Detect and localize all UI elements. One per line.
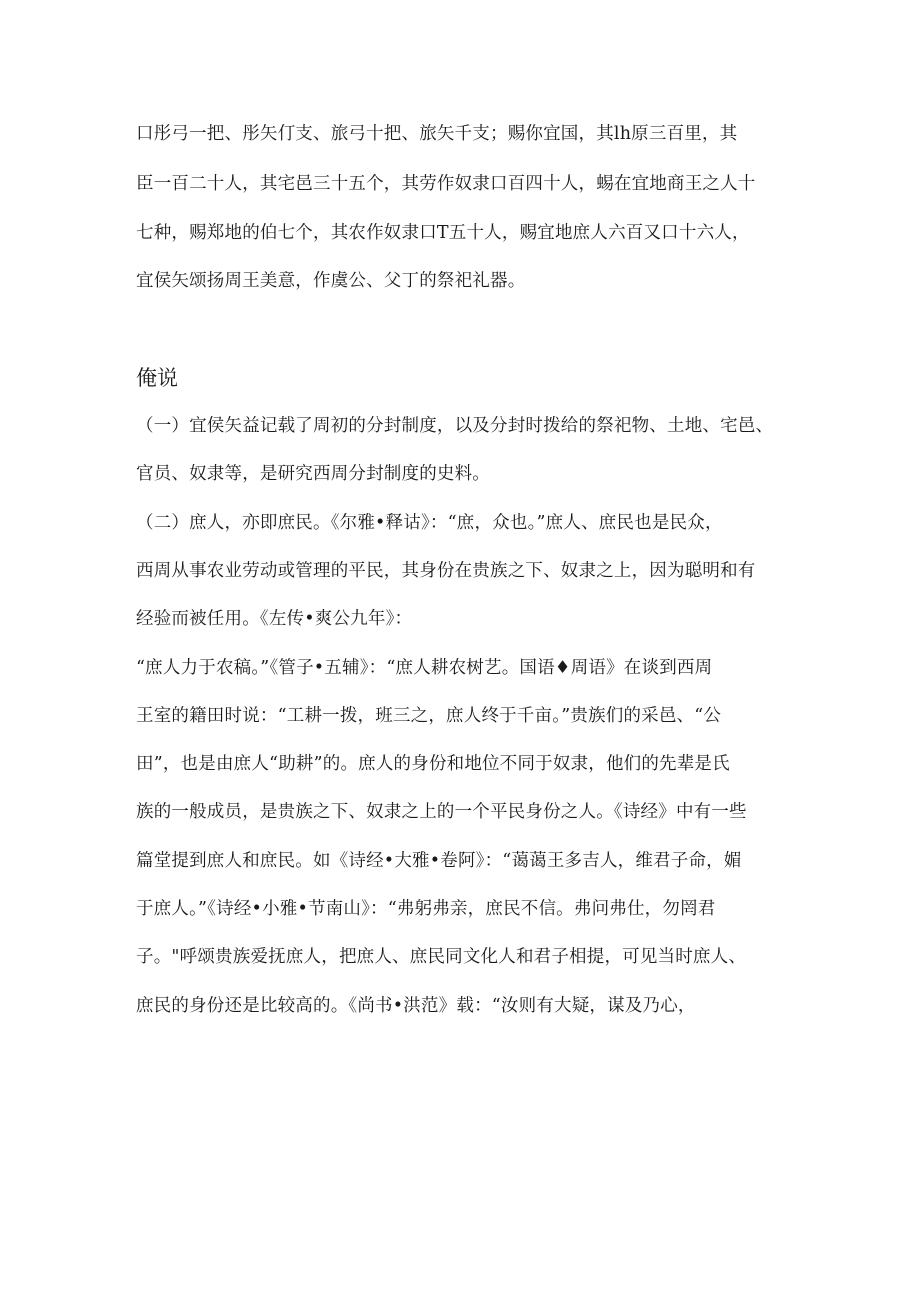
paragraph-line: 官员、奴隶等，是研究西周分封制度的史料。 bbox=[136, 464, 490, 484]
paragraph-line: 臣一百二十人，其宅邑三十五个，其劳作奴隶口百四十人，蜴在宜地商王之人十 bbox=[136, 174, 756, 194]
paragraph-line: 于庶人。”《诗经•小雅•节南山》：“弗躬弗亲，庶民不信。弗问弗仕，勿罔君 bbox=[136, 899, 716, 919]
paragraph-line: 子。"呼颂贵族爱抚庶人，把庶人、庶民同文化人和君子相提，可见当时庶人、 bbox=[136, 947, 747, 967]
paragraph-line: 庶民的身份还是比较高的。《尚书•洪范》载：“汝则有大疑，谋及乃心， bbox=[136, 996, 696, 1016]
paragraph-line: 族的一般成员，是贵族之下、奴隶之上的一个平民身份之人。《诗经》中有一些 bbox=[136, 802, 747, 822]
paragraph-line: 西周从事农业劳动或管理的平民，其身份在贵族之下、奴隶之上，因为聪明和有 bbox=[136, 561, 756, 581]
paragraph-line: 宜侯矢颂扬周王美意，作虞公、父丁的祭祀礼器。 bbox=[136, 271, 526, 291]
paragraph-line: （一）宜侯矢益记载了周初的分封制度，以及分封时拨给的祭祀物、土地、宅邑、 bbox=[136, 416, 774, 436]
paragraph-line: 篇堂提到庶人和庶民。如《诗经•大雅•卷阿》：“蔼蔼王多吉人，维君子命，媚 bbox=[136, 851, 742, 871]
paragraph-line: （二）庶人，亦即庶民。《尔雅•释诂》：“庶，众也。”庶人、庶民也是民众， bbox=[136, 513, 723, 533]
paragraph-line: 经验而被任用。《左传•爽公九年》： bbox=[136, 609, 413, 629]
paragraph-line: 口彤弓一把、彤矢仃支、旅弓十把、旅矢千支；赐你宜国，其lh原三百里，其 bbox=[136, 124, 738, 144]
paragraph-line: “庶人力于农稿。”《管子•五辅》：“庶人耕农树艺。国语♦周语》在谈到西周 bbox=[136, 658, 713, 678]
paragraph-line: 田”，也是由庶人“助耕”的。庶人的身份和地位不同于奴隶，他们的先辈是氏 bbox=[136, 754, 730, 774]
paragraph-line: 王室的籍田时说：“工耕一拨，班三之，庶人终于千亩。”贵族们的采邑、“公 bbox=[136, 706, 722, 726]
section-heading: 俺说 bbox=[136, 366, 178, 390]
paragraph-line: 七种，赐郑地的伯七个，其农作奴隶口T五十人，赐宜地庶人六百又口十六人， bbox=[136, 223, 750, 243]
